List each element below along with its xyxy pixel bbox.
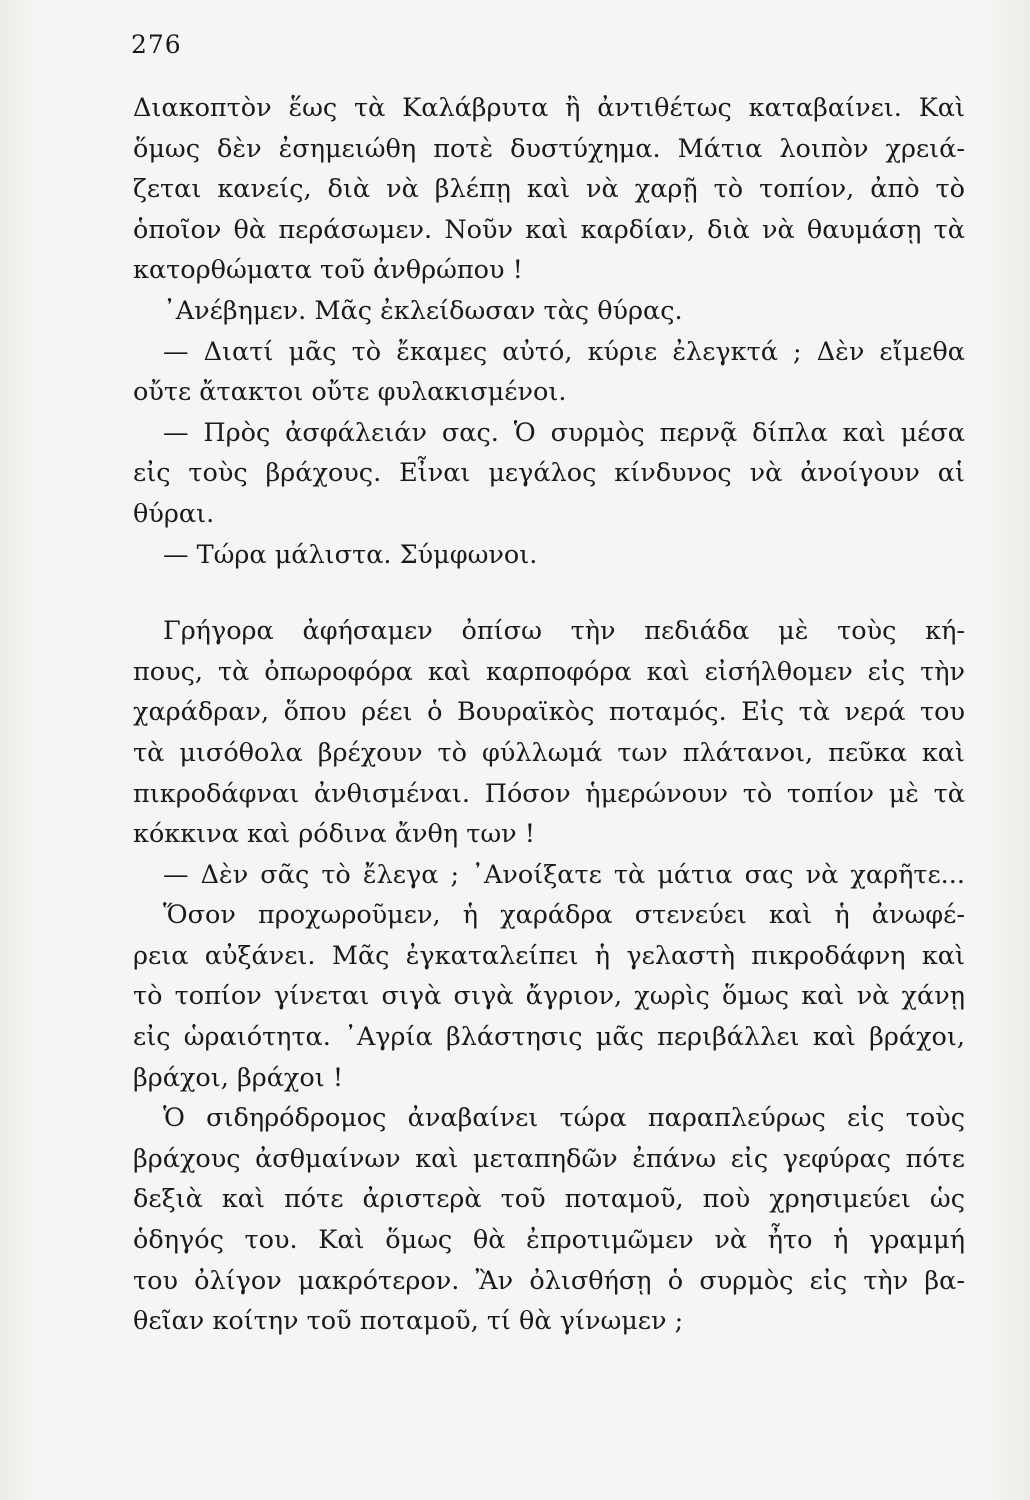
text-line: Ὁ σιδηρόδρομος ἀναβαίνει τώρα παραπλεύρως εἰς τοὺς — [163, 1103, 965, 1134]
text-line: πικροδάφναι ἀνθισμέναι. Πόσον ἡμερώνουν τὸ τοπίον μὲ τὰ — [133, 778, 965, 809]
text-line: θύραι. — [133, 498, 215, 529]
text-line: ζεται κανείς, διὰ νὰ βλέπῃ καὶ νὰ χαρῇ τὸ τοπίον, ἀπὸ τὸ — [133, 174, 965, 205]
text-line: δεξιὰ καὶ πότε ἀριστερὰ τοῦ ποταμοῦ, ποὺ χρησιμεύει ὡς — [133, 1184, 965, 1215]
dialogue-line: — Τώρα μάλιστα. Σύμφωνοι. — [163, 539, 538, 570]
text-line: ὁδηγός του. Καὶ ὅμως θὰ ἐπροτιμῶμεν νὰ ἦτο ἡ γραμμή — [133, 1225, 965, 1256]
text-line: ᾿Ανέβημεν. Μᾶς ἐκλείδωσαν τὰς θύρας. — [163, 295, 683, 326]
text-line: θεῖαν κοίτην τοῦ ποταμοῦ, τί θὰ γίνωμεν ; — [133, 1306, 684, 1337]
dialogue-line: — Διατί μᾶς τὸ ἔκαμες αὐτό, κύριε ἐλεγκτά ; Δὲν εἴμεθα — [163, 336, 965, 367]
text-line: ὁποῖον θὰ περάσωμεν. Νοῦν καὶ καρδίαν, διὰ νὰ θαυμάσῃ τὰ — [133, 214, 965, 245]
paragraph-group-2 — [133, 611, 965, 1342]
text-line: ρεια αὐξάνει. Μᾶς ἐγκαταλείπει ἡ γελαστὴ πικροδάφνη καὶ — [133, 940, 965, 971]
text-line: βράχοι, βράχοι ! — [133, 1062, 344, 1093]
paragraph-group-1 — [133, 88, 965, 575]
text-line: εἰς τοὺς βράχους. Εἶναι μεγάλος κίνδυνος νὰ ἀνοίγουν αἱ — [133, 458, 965, 489]
body-text — [133, 88, 965, 1342]
text-line: πους, τὰ ὀπωροφόρα καὶ καρποφόρα καὶ εἰσήλθομεν εἰς τὴν — [133, 656, 965, 687]
text-line: ὅμως δὲν ἐσημειώθη ποτὲ δυστύχημα. Μάτια λοιπὸν χρειά- — [133, 133, 965, 164]
dialogue-line: — Πρὸς ἀσφάλειάν σας. Ὁ συρμὸς περνᾷ δίπλα καὶ μέσα — [163, 417, 965, 448]
text-line: Γρήγορα ἀφήσαμεν ὀπίσω τὴν πεδιάδα μὲ τοὺς κή- — [163, 616, 965, 647]
dialogue-line: — Δὲν σᾶς τὸ ἔλεγα ; ᾿Ανοίξατε τὰ μάτια σας νὰ χαρῆτε... — [163, 859, 965, 890]
text-line: χαράδραν, ὅπου ρέει ὁ Βουραϊκὸς ποταμός. Εἰς τὰ νερά του — [133, 697, 965, 728]
text-line: τὸ τοπίον γίνεται σιγὰ σιγὰ ἄγριον, χωρὶς ὅμως καὶ νὰ χάνῃ — [133, 981, 965, 1012]
text-line: κόκκινα καὶ ρόδινα ἄνθη των ! — [133, 819, 535, 850]
text-line: βράχους ἀσθμαίνων καὶ μεταπηδῶν ἐπάνω εἰς γεφύρας πότε — [133, 1143, 965, 1174]
text-line: Ὅσον προχωροῦμεν, ἡ χαράδρα στενεύει καὶ ἡ ἀνωφέ- — [163, 900, 965, 931]
text-line: εἰς ὡραιότητα. ᾿Αγρία βλάστησις μᾶς περιβάλλει καὶ βράχοι, — [133, 1022, 965, 1053]
text-line: Διακοπτὸν ἕως τὰ Καλάβρυτα ἢ ἀντιθέτως καταβαίνει. Καὶ — [133, 93, 965, 123]
section-break — [133, 575, 965, 611]
text-line: του ὀλίγον μακρότερον. Ἂν ὀλισθήσῃ ὁ συρμὸς εἰς τὴν βα- — [133, 1265, 965, 1296]
text-line: κατορθώματα τοῦ ἀνθρώπου ! — [133, 255, 523, 286]
text-line: τὰ μισόθολα βρέχουν τὸ φύλλωμά των πλάτανοι, πεῦκα καὶ — [133, 737, 965, 768]
page-number: 276 — [131, 30, 182, 59]
text-line: οὔτε ἄτακτοι οὔτε φυλακισμένοι. — [133, 377, 567, 408]
